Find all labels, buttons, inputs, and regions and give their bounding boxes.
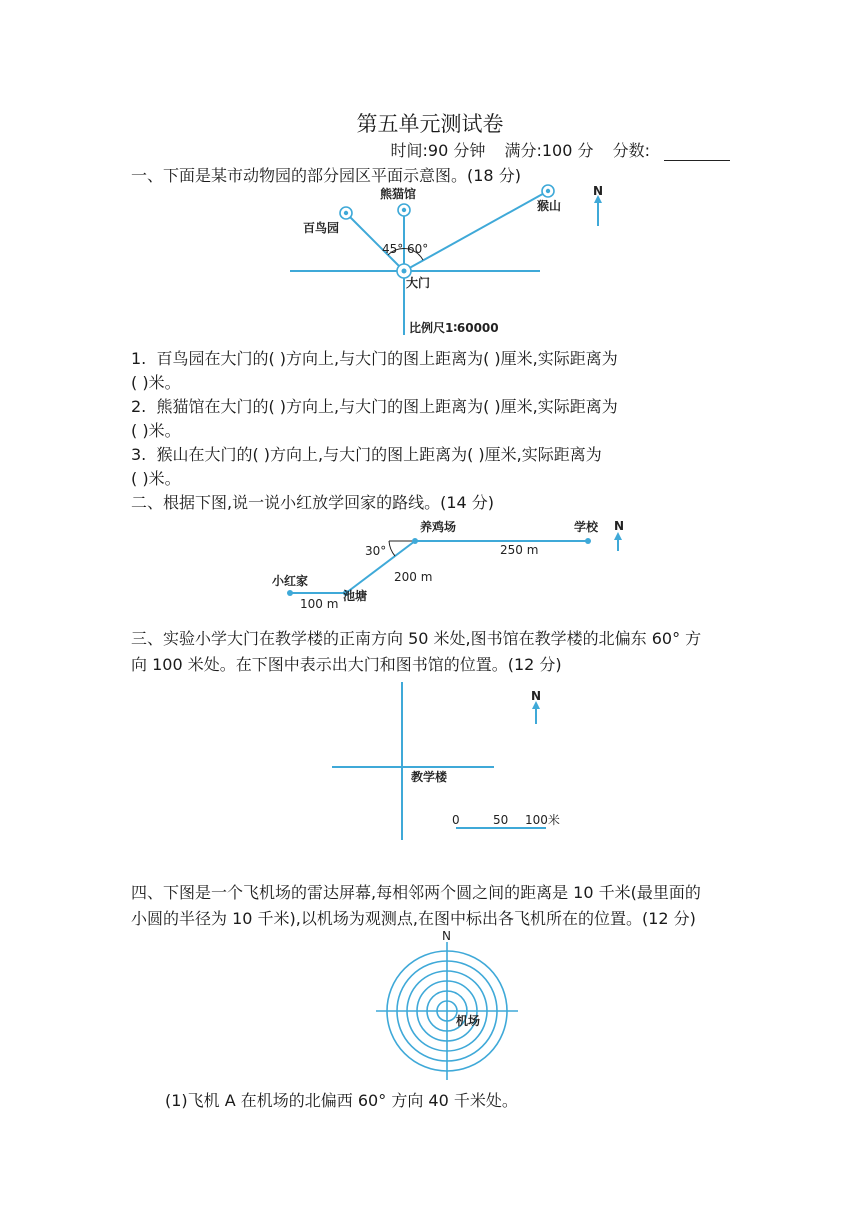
angle-arc-30 (389, 541, 395, 556)
school-label: 学校 (574, 520, 599, 534)
panda-hall-label: 熊猫馆 (380, 187, 417, 201)
angle-30-label: 30° (365, 544, 387, 558)
section4-text-1: 四、下图是一个飞机场的雷达屏幕,每相邻两个圆之间的距离是 10 千米(最里面的 (131, 883, 701, 902)
north-arrow-icon-2 (614, 532, 622, 540)
distance-250-label: 250 m (500, 543, 539, 557)
zoo-map (0, 180, 860, 340)
chicken-farm-label: 养鸡场 (420, 520, 457, 534)
section2-heading: 二、根据下图,说一说小红放学回家的路线。(14 分) (131, 493, 495, 512)
route-monkey-hill (404, 191, 548, 271)
gate-label: 大门 (406, 276, 431, 290)
school-dot (585, 538, 591, 544)
airport-label: 机场 (456, 1014, 481, 1028)
distance-100-label: 100 m (300, 597, 339, 611)
question-3-cont: ( )米。 (131, 469, 181, 488)
scale-tick-0: 0 (452, 813, 460, 827)
scale-tick-100: 100米 (525, 813, 560, 827)
north-label-4: N (442, 929, 451, 943)
monkey-hill-label: 猴山 (537, 199, 562, 213)
farm-dot (412, 538, 418, 544)
north-label: N (593, 184, 604, 198)
time-label: 时间:90 分钟 (390, 141, 486, 160)
page-title: 第五单元测试卷 (356, 112, 504, 136)
building-label: 教学楼 (411, 770, 448, 784)
full-score-label: 满分:100 分 (504, 141, 594, 160)
scale-tick-50: 50 (493, 813, 509, 827)
school-map (0, 680, 860, 840)
radar-screen (0, 930, 860, 1080)
question-1: 1. 百鸟园在大门的( )方向上,与大门的图上距离为( )厘米,实际距离为 (131, 349, 618, 368)
score-blank[interactable] (664, 146, 730, 161)
bird-park-label: 百鸟园 (303, 221, 340, 235)
angle-60-label: 60° (407, 242, 429, 256)
distance-200-label: 200 m (394, 570, 433, 584)
north-label-3: N (531, 689, 542, 703)
angle-45-label: 45° (382, 242, 404, 256)
section4-text-2: 小圆的半径为 10 千米),以机场为观测点,在图中标出各飞机所在的位置。(12 分) (131, 909, 696, 928)
exam-meta (377, 138, 730, 161)
home-label: 小红家 (272, 574, 309, 588)
pond-label: 池塘 (343, 589, 368, 603)
question-3: 3. 猴山在大门的( )方向上,与大门的图上距离为( )厘米,实际距离为 (131, 445, 602, 464)
section3-text-2: 向 100 米处。在下图中表示出大门和图书馆的位置。(12 分) (131, 655, 562, 674)
section4-question-1: (1)飞机 A 在机场的北偏西 60° 方向 40 千米处。 (165, 1091, 518, 1110)
score-label: 分数: (612, 141, 650, 160)
section3-text-1: 三、实验小学大门在教学楼的正南方向 50 米处,图书馆在教学楼的北偏东 60° 方 (131, 629, 702, 648)
north-label-2: N (614, 519, 625, 533)
route-map (0, 515, 860, 615)
question-2: 2. 熊猫馆在大门的( )方向上,与大门的图上距离为( )厘米,实际距离为 (131, 397, 618, 416)
question-1-cont: ( )米。 (131, 373, 181, 392)
scale-label: 比例尺1∶60000 (409, 321, 499, 335)
home-dot (287, 590, 293, 596)
section1-heading: 一、下面是某市动物园的部分园区平面示意图。(18 分) (131, 166, 521, 185)
question-2-cont: ( )米。 (131, 421, 181, 440)
